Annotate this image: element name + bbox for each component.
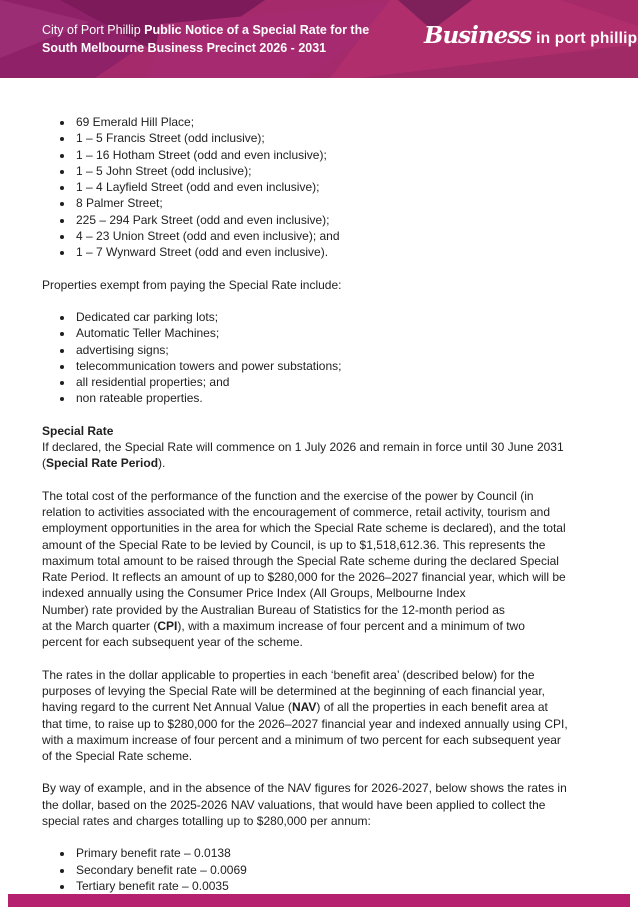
notice-title: [42, 21, 369, 57]
exempt-list: [42, 309, 610, 407]
list-item: • 1 – 16 Hotham Street (odd and even inclusive);: [74, 147, 610, 163]
list-item: • advertising signs;: [74, 342, 610, 358]
logo-wordmark-text: in port phillip: [536, 30, 638, 47]
next-page-banner-edge: [8, 894, 630, 907]
rates-in-dollar-paragraph: The rates in the dollar applicable to properties in each ‘benefit area’ (described below) for the purposes of levying the Special Rate will be determined at the beginning of each financial year, having regard to the current Net Annual Value (NAV) of all the properties in each benefit area at that time, to raise up to $280,000 for the 2026–2027 financial year and indexed annually using CPI, with a maximum increase of four percent and a minimum of two percent for each subsequent year of the Special Rate scheme.: [42, 667, 568, 764]
business-in-port-phillip-logo: [424, 22, 637, 49]
notice-title-line2: South Melbourne Business Precinct 2026 - 2031: [42, 41, 327, 55]
commencement-paragraph: If declared, the Special Rate will commence on 1 July 2026 and remain in force until 30 June 2031 (Special Rate Period).: [42, 440, 564, 471]
list-item: • 8 Palmer Street;: [74, 195, 610, 211]
exempt-intro-paragraph: Properties exempt from paying the Special Rate include:: [42, 277, 342, 292]
logo-script-text: Business: [424, 22, 532, 49]
benefit-rate-list: [42, 845, 610, 894]
notice-title-line1: City of Port Phillip Public Notice of a Special Rate for the: [42, 23, 370, 37]
header-banner: [0, 0, 638, 78]
list-item: • 1 – 4 Layfield Street (odd and even inclusive);: [74, 179, 610, 195]
list-item: • telecommunication towers and power substations;: [74, 358, 610, 374]
list-item: • Primary benefit rate – 0.0138: [74, 845, 610, 861]
list-item: • all residential properties; and: [74, 374, 610, 390]
list-item: • Secondary benefit rate – 0.0069: [74, 862, 610, 878]
list-item: • Dedicated car parking lots;: [74, 309, 610, 325]
example-paragraph: By way of example, and in the absence of the NAV figures for 2026-2027, below shows the rates in the dollar, based on the 2025-2026 NAV valuations, that would have been applied to collect the special rates and charges totalling up to $280,000 per annum:: [42, 781, 567, 828]
list-item: • 4 – 23 Union Street (odd and even inclusive); and: [74, 228, 610, 244]
document-content: [0, 78, 638, 910]
list-item: • 225 – 294 Park Street (odd and even inclusive);: [74, 212, 610, 228]
special-rate-heading: Special Rate: [42, 423, 114, 438]
total-cost-paragraph: The total cost of the performance of the function and the exercise of the power by Council (in relation to activities associated with the encouragement of commerce, retail activity, tourism and employment opportunities in the area for which the Special Rate scheme is declared), and the total amount of the Special Rate to be levied by Council, is up to $1,518,612.36. This represents the maximum total amount to be raised through the Special Rate scheme during the declared Special Rate Period. It reflects an amount of up to $280,000 for the 2026–2027 financial year, which will be indexed annually using the Consumer Price Index (All Groups, Melbourne Index Number) rate provided by the Australian Bureau of Statistics for the 12-month period as at the March quarter (CPI), with a maximum increase of four percent and a minimum of two percent for each subsequent year of the scheme.: [42, 488, 566, 650]
list-item: • Tertiary benefit rate – 0.0035: [74, 878, 610, 894]
list-item: • Automatic Teller Machines;: [74, 325, 610, 341]
street-list: [42, 114, 610, 261]
list-item: • non rateable properties.: [74, 390, 610, 406]
list-item: • 69 Emerald Hill Place;: [74, 114, 610, 130]
list-item: • 1 – 5 John Street (odd inclusive);: [74, 163, 610, 179]
list-item: • 1 – 5 Francis Street (odd inclusive);: [74, 130, 610, 146]
list-item: • 1 – 7 Wynward Street (odd and even inclusive).: [74, 244, 610, 260]
